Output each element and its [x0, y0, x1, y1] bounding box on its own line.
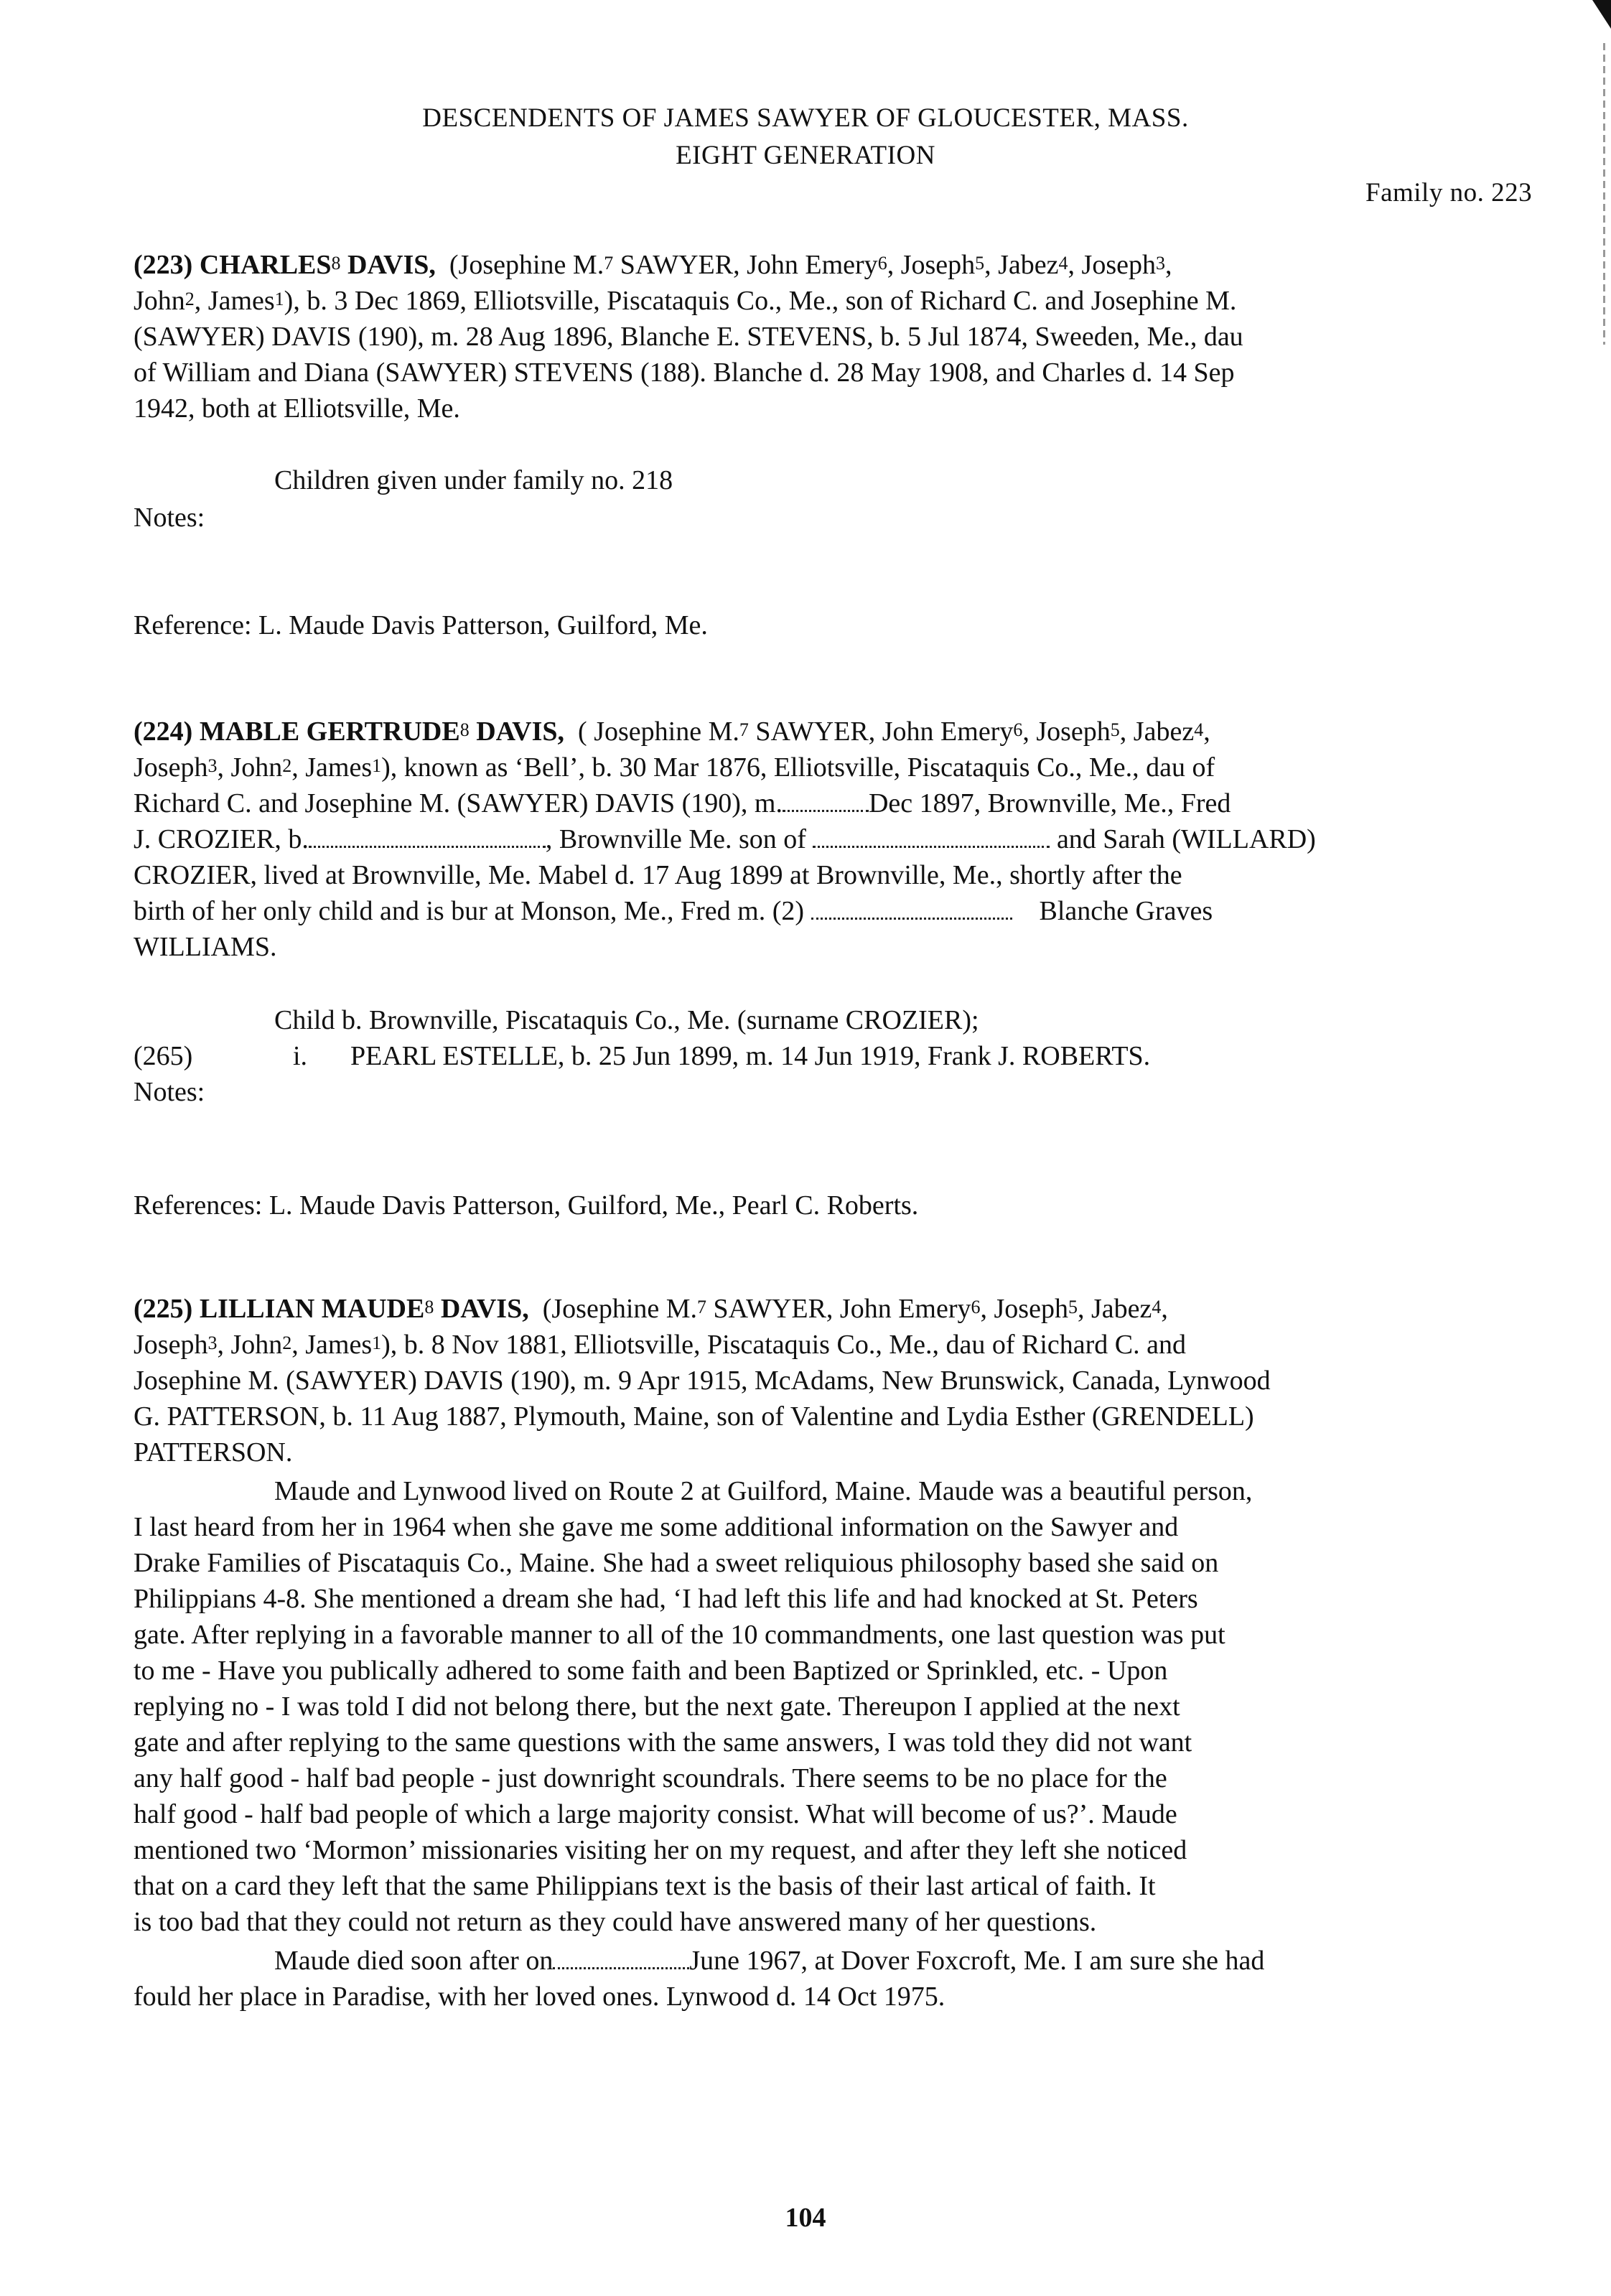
lineage-text: ( Josephine M. — [578, 717, 739, 747]
blank-birth-field — [309, 829, 546, 848]
generation-sup: 5 — [1110, 719, 1120, 740]
entry-surname: DAVIS, — [476, 717, 565, 747]
lineage-text: , — [1164, 250, 1172, 280]
entry-number: (223) — [134, 250, 193, 280]
entry-224-line-5: CROZIER, lived at Brownville, Me. Mabel d. 17 Aug 1899 at Brownville, Me., shortly after the — [134, 860, 1182, 890]
generation-sup: 5 — [975, 253, 985, 274]
entry-223-line-3: (SAWYER) DAVIS (190), m. 28 Aug 1896, Blanche E. STEVENS, b. 5 Jul 1874, Sweeden, Me., dau — [134, 322, 1243, 352]
entry-225-line-4: G. PATTERSON, b. 11 Aug 1887, Plymouth, Maine, son of Valentine and Lydia Esther (GRENDELL) — [134, 1401, 1254, 1432]
generation-sup: 8 — [424, 1297, 434, 1317]
generation-sup: 6 — [971, 1297, 981, 1317]
page-number: 104 — [785, 2203, 826, 2233]
generation-sup: 2 — [282, 1333, 292, 1353]
generation-sup: 7 — [739, 719, 749, 740]
entry-223-notes-label: Notes: — [134, 503, 205, 533]
entry-name: MABLE GERTRUDE — [199, 717, 460, 747]
entry-225-line-1 — [134, 1292, 1168, 1325]
generation-sup: 8 — [331, 253, 341, 274]
generation-sup: 7 — [697, 1297, 707, 1317]
entry-223-children: Children given under family no. 218 — [274, 465, 673, 495]
lineage-text: Dec 1897, Brownville, Me., Fred — [868, 788, 1231, 818]
entry-name: CHARLES — [199, 250, 332, 280]
entry-224-line-7: WILLIAMS. — [134, 932, 277, 962]
entry-225-line-2 — [134, 1328, 1186, 1361]
narrative-line: mentioned two ‘Mormon’ missionaries visiting her on my request, and after they left she noticed — [134, 1835, 1187, 1865]
entry-223-line-1 — [134, 248, 1172, 281]
page-title: DESCENDENTS OF JAMES SAWYER OF GLOUCESTER, MASS. — [422, 103, 1189, 133]
blank-date-field — [783, 793, 869, 812]
generation-sup: 1 — [372, 1333, 382, 1353]
lineage-text: , James — [291, 1330, 373, 1360]
lineage-text: , — [1161, 1294, 1168, 1324]
scan-edge-line — [1603, 43, 1605, 345]
narrative-line: replying no - I was told I did not belong there, but the next gate. Thereupon I applied at the next — [134, 1691, 1180, 1722]
narrative-line: half good - half bad people of which a large majority consist. What will become of us?’. Maude — [134, 1799, 1177, 1829]
generation-sup: 4 — [1152, 1297, 1162, 1317]
lineage-text: (Josephine M. — [542, 1294, 698, 1324]
closing-text: Maude died soon after on — [274, 1946, 554, 1976]
generation-sup: 1 — [372, 755, 382, 776]
entry-223-line-5: 1942, both at Elliotsville, Me. — [134, 393, 460, 424]
lineage-text: , James — [291, 752, 373, 783]
lineage-text: John — [134, 286, 185, 316]
narrative-line: Maude and Lynwood lived on Route 2 at Guilford, Maine. Maude was a beautiful person, — [274, 1476, 1253, 1506]
lineage-text: Joseph — [134, 752, 208, 783]
blank-father-field — [813, 829, 1050, 848]
entry-224-line-4 — [134, 823, 1316, 856]
entry-number: (224) — [134, 717, 193, 747]
generation-sup: 3 — [207, 755, 218, 776]
lineage-text: , Brownville Me. son of — [545, 824, 806, 854]
entry-224-notes-label: Notes: — [134, 1077, 205, 1107]
lineage-text: , John — [217, 752, 283, 783]
scan-edge-mark — [1592, 0, 1611, 29]
narrative-line: that on a card they left that the same Philippians text is the basis of their last artical of faith. It — [134, 1871, 1156, 1901]
generation-sup: 1 — [274, 289, 284, 309]
entry-224-reference: References: L. Maude Davis Patterson, Guilford, Me., Pearl C. Roberts. — [134, 1190, 919, 1221]
entry-223-line-2 — [134, 284, 1236, 317]
lineage-text: , Joseph — [887, 250, 976, 280]
generation-sup: 2 — [282, 755, 292, 776]
entry-224-line-6 — [134, 895, 1213, 928]
entry-224-line-3 — [134, 787, 1231, 820]
generation-sup: 6 — [1013, 719, 1023, 740]
lineage-text: , John — [217, 1330, 283, 1360]
lineage-text: , James — [194, 286, 275, 316]
lineage-text: Blanche Graves — [1039, 896, 1213, 926]
entry-224-child-text: PEARL ESTELLE, b. 25 Jun 1899, m. 14 Jun 1919, Frank J. ROBERTS. — [350, 1041, 1151, 1071]
narrative-line: any half good - half bad people - just downright scoundrals. There seems to be no place for the — [134, 1763, 1167, 1793]
entry-224-child-number: (265) — [134, 1041, 193, 1071]
narrative-line: Philippians 4-8. She mentioned a dream she had, ‘I had left this life and had knocked at St. Peters — [134, 1584, 1198, 1614]
lineage-text: birth of her only child and is bur at Monson, Me., Fred m. (2) — [134, 896, 805, 926]
generation-sup: 7 — [604, 253, 614, 274]
lineage-text: and Sarah (WILLARD) — [1056, 824, 1316, 854]
lineage-text: ), b. 3 Dec 1869, Elliotsville, Piscataquis Co., Me., son of Richard C. and Josephine M. — [284, 286, 1237, 316]
narrative-line: is too bad that they could not return as they could have answered many of her questions. — [134, 1907, 1097, 1937]
lineage-text: J. CROZIER, b. — [134, 824, 309, 854]
generation-sup: 4 — [1058, 253, 1068, 274]
narrative-line: gate. After replying in a favorable manner to all of the 10 commandments, one last question was put — [134, 1620, 1225, 1650]
entry-223-reference: Reference: L. Maude Davis Patterson, Guilford, Me. — [134, 610, 708, 640]
entry-number: (225) — [134, 1294, 193, 1324]
lineage-text: , Jabez — [1077, 1294, 1152, 1324]
lineage-text: (Josephine M. — [449, 250, 604, 280]
lineage-text: ), b. 8 Nov 1881, Elliotsville, Piscataquis Co., Me., dau of Richard C. and — [381, 1330, 1186, 1360]
entry-224-line-1 — [134, 715, 1210, 748]
entry-223-line-4: of William and Diana (SAWYER) STEVENS (188). Blanche d. 28 May 1908, and Charles d. 14 Sep — [134, 358, 1235, 388]
entry-name: LILLIAN MAUDE — [199, 1294, 425, 1324]
generation-sup: 3 — [207, 1333, 218, 1353]
entry-224-children-intro: Child b. Brownville, Piscataquis Co., Me. (surname CROZIER); — [274, 1005, 979, 1035]
closing-line-1 — [274, 1944, 1264, 1977]
entry-224-line-2 — [134, 751, 1215, 784]
lineage-text: SAWYER, John Emery — [755, 717, 1014, 747]
lineage-text: , Joseph — [980, 1294, 1068, 1324]
closing-text: June 1967, at Dover Foxcroft, Me. I am sure she had — [689, 1946, 1265, 1976]
entry-225-line-5: PATTERSON. — [134, 1437, 293, 1467]
lineage-text: Richard C. and Josephine M. (SAWYER) DAVIS (190), m. — [134, 788, 783, 818]
blank-death-date-field — [553, 1950, 689, 1969]
generation-sup: 2 — [185, 289, 195, 309]
lineage-text: SAWYER, John Emery — [620, 250, 878, 280]
lineage-text: , Jabez — [984, 250, 1059, 280]
entry-surname: DAVIS, — [347, 250, 436, 280]
lineage-text: Joseph — [134, 1330, 208, 1360]
narrative-line: gate and after replying to the same questions with the same answers, I was told they did not want — [134, 1727, 1192, 1758]
generation-sup: 4 — [1194, 719, 1204, 740]
narrative-line: I last heard from her in 1964 when she gave me some additional information on the Sawyer and — [134, 1512, 1179, 1542]
generation-sup: 6 — [877, 253, 887, 274]
entry-surname: DAVIS, — [440, 1294, 529, 1324]
narrative-line: to me - Have you publically adhered to some faith and been Baptized or Sprinkled, etc. - Upon — [134, 1656, 1168, 1686]
blank-second-marriage-field — [811, 900, 1012, 920]
generation-sup: 8 — [459, 719, 470, 740]
lineage-text: , — [1203, 717, 1210, 747]
lineage-text: SAWYER, John Emery — [713, 1294, 971, 1324]
generation-sup: 3 — [1155, 253, 1165, 274]
lineage-text: ), known as ‘Bell’, b. 30 Mar 1876, Elliotsville, Piscataquis Co., Me., dau of — [381, 752, 1215, 783]
family-number: Family no. 223 — [1365, 178, 1533, 207]
entry-224-child-index: i. — [293, 1041, 308, 1071]
lineage-text: , Joseph — [1068, 250, 1156, 280]
lineage-text: , Jabez — [1119, 717, 1195, 747]
page-subtitle: EIGHT GENERATION — [676, 141, 935, 170]
entry-225-line-3: Josephine M. (SAWYER) DAVIS (190), m. 9 Apr 1915, McAdams, New Brunswick, Canada, Lynwood — [134, 1366, 1271, 1396]
lineage-text: , Joseph — [1022, 717, 1111, 747]
narrative-line: Drake Families of Piscataquis Co., Maine. She had a sweet reliquious philosophy based she said on — [134, 1548, 1219, 1578]
generation-sup: 5 — [1068, 1297, 1078, 1317]
closing-line-2: fould her place in Paradise, with her loved ones. Lynwood d. 14 Oct 1975. — [134, 1982, 945, 2012]
